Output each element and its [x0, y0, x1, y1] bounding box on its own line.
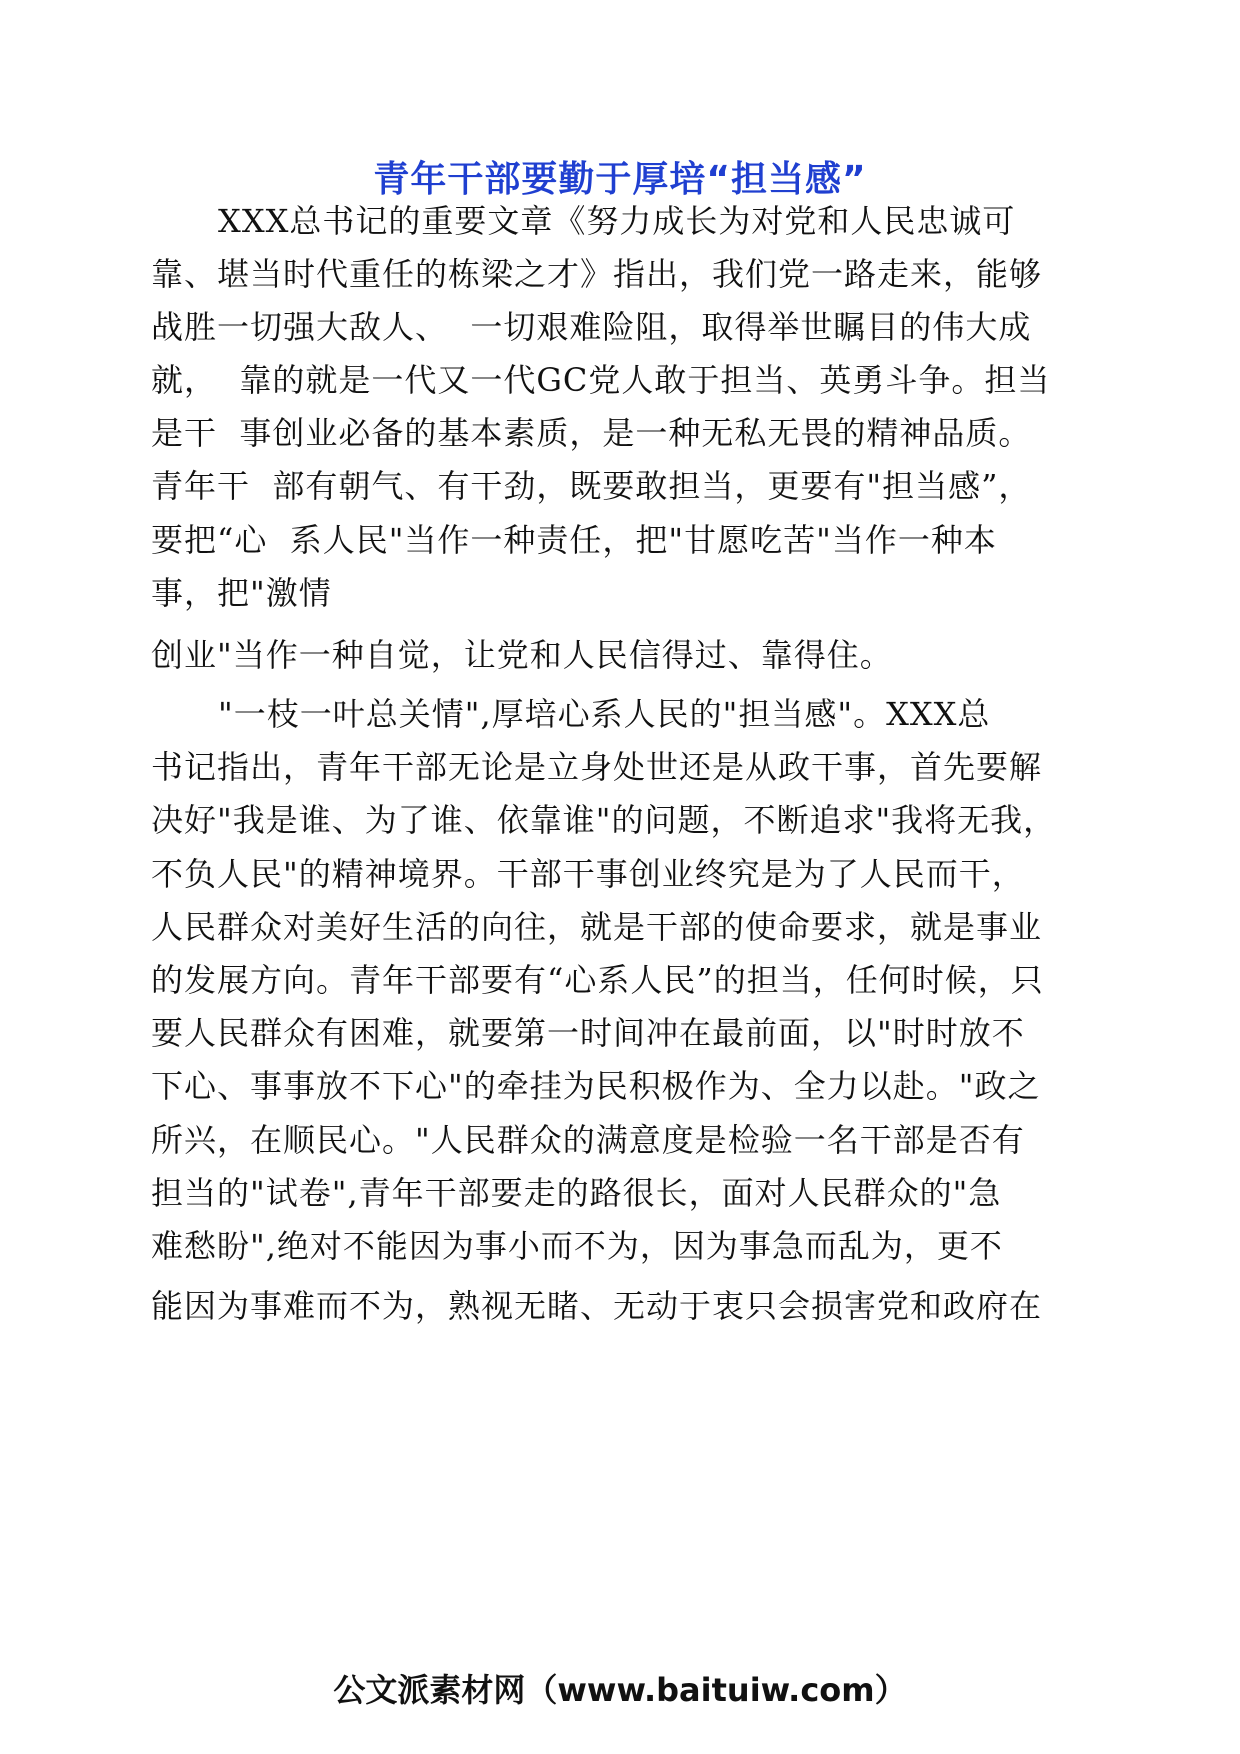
- body-line: 的发展方向。青年干部要有“心系人民”的担当，任何时候，只: [151, 961, 1044, 999]
- body-line: 下心、事事放不下心"的牵挂为民积极作为、全力以赴。"政之: [151, 1067, 1041, 1105]
- body-line: 事，把"激情: [151, 574, 332, 612]
- body-line: XXX总书记的重要文章《努力成长为对党和人民忠诚可: [151, 202, 1016, 240]
- body-line: 所兴，在顺民心。"人民群众的满意度是检验一名干部是否有: [151, 1121, 1025, 1159]
- body-line: 人民群众对美好生活的向往，就是干部的使命要求，就是事业: [151, 908, 1043, 946]
- footer-source: 公文派素材网（www.baituiw.com）: [333, 1671, 907, 1709]
- body-line: 靠、堪当时代重任的栋梁之才》指出，我们党一路走来，能够: [151, 255, 1043, 293]
- body-line: 要人民群众有困难，就要第一时间冲在最前面，以"时时放不: [151, 1014, 1025, 1052]
- body-line: 是干 事创业必备的基本素质，是一种无私无畏的精神品质。: [151, 414, 1032, 452]
- body-line: "一枝一叶总关情",厚培心系人民的"担当感"。XXX总: [151, 695, 991, 733]
- body-line: 不负人民"的精神境界。干部干事创业终究是为了人民而干，: [151, 855, 1025, 893]
- body-line: 书记指出，青年干部无论是立身处世还是从政干事，首先要解: [151, 748, 1043, 786]
- body-line: 战胜一切强大敌人、 一切艰难险阻，取得举世瞩目的伟大成: [151, 308, 1032, 346]
- document-title: 青年干部要勤于厚培“担当感”: [373, 159, 867, 200]
- body-line: 决好"我是谁、为了谁、依靠谁"的问题，不断追求"我将无我，: [151, 801, 1057, 839]
- body-line: 创业"当作一种自觉，让党和人民信得过、靠得住。: [151, 636, 893, 674]
- body-line: 就， 靠的就是一代又一代GC党人敢于担当、英勇斗争。担当: [151, 361, 1051, 399]
- body-line: 青年干 部有朝气、有干劲，既要敢担当，更要有"担当感”，: [151, 467, 1032, 505]
- body-line: 担当的"试卷",青年干部要走的路很长，面对人民群众的"急: [151, 1174, 1002, 1212]
- body-line: 能因为事难而不为，熟视无睹、无动于衷只会损害党和政府在: [151, 1287, 1043, 1325]
- body-line: 难愁盼",绝对不能因为事小而不为，因为事急而乱为，更不: [151, 1227, 1003, 1265]
- body-line: 要把“心 系人民"当作一种责任，把"甘愿吃苦"当作一种本: [151, 521, 997, 559]
